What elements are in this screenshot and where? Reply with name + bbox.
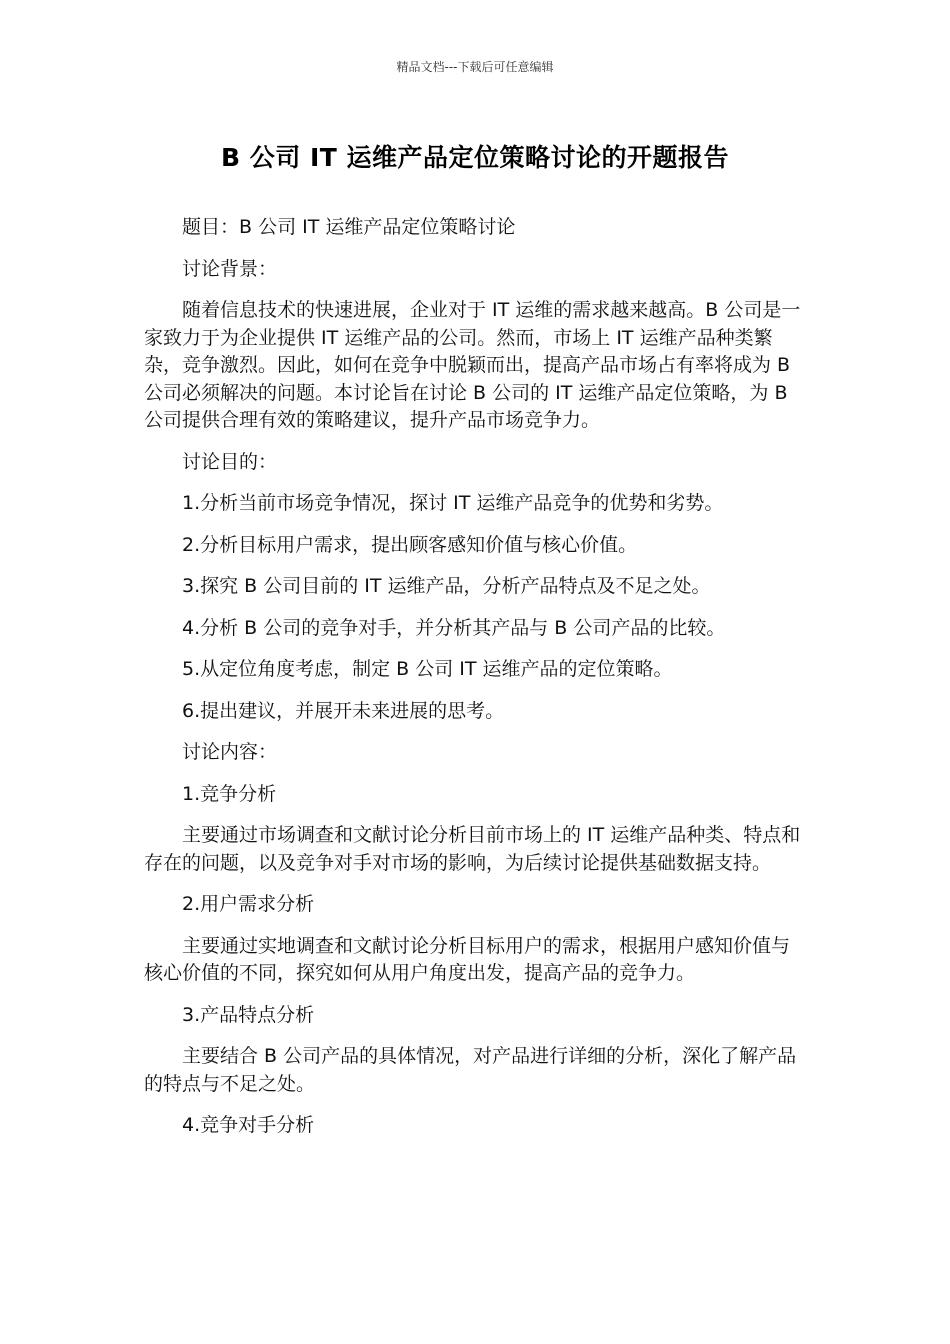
background-paragraph: 随着信息技术的快速进展，企业对于 IT 运维的需求越来越高。B 公司是一家致力于为企业提供 IT 运维产品的公司。然而，市场上 IT 运维产品种类繁杂，竞争激烈。因此，如何在竞争中脱颖而出，提高产品市场占有率将成为 B 公司必须解决的问题。本讨论旨在讨论 B 公司的 IT 运维产品定位策略，为 B 公司提供合理有效的策略建议，提升产品市场竞争力。 — [144, 299, 801, 431]
document-body — [144, 214, 808, 1154]
content-heading-3: 3.产品特点分析 — [182, 1003, 315, 1026]
document-title: B 公司 IT 运维产品定位策略讨论的开题报告 — [220, 143, 730, 172]
content-heading-4: 4.竞争对手分析 — [182, 1114, 315, 1136]
content-paragraph-1: 主要通过市场调查和文献讨论分析目前市场上的 IT 运维产品种类、特点和存在的问题，以及竞争对手对市场的影响，为后续讨论提供基础数据支持。 — [144, 824, 801, 874]
purpose-item-2: 2.分析目标用户需求，提出顾客感知价值与核心价值。 — [182, 533, 638, 556]
section-heading-content: 讨论内容： — [182, 741, 278, 763]
purpose-item-3: 3.探究 B 公司目前的 IT 运维产品，分析产品特点及不足之处。 — [182, 575, 711, 597]
content-heading-2: 2.用户需求分析 — [182, 893, 315, 915]
purpose-item-4: 4.分析 B 公司的竞争对手，并分析其产品与 B 公司产品的比较。 — [182, 616, 726, 639]
subject-line: 题目：B 公司 IT 运维产品定位策略讨论 — [182, 216, 516, 238]
section-heading-background: 讨论背景： — [182, 257, 278, 280]
content-paragraph-3: 主要结合 B 公司产品的具体情况，对产品进行详细的分析，深化了解产品的特点与不足之处。 — [144, 1045, 797, 1095]
purpose-item-5: 5.从定位角度考虑，制定 B 公司 IT 运维产品的定位策略。 — [182, 658, 673, 680]
purpose-item-1: 1.分析当前市场竞争情况，探讨 IT 运维产品竞争的优势和劣势。 — [182, 492, 724, 514]
section-heading-purpose: 讨论目的： — [182, 450, 278, 473]
content-paragraph-2: 主要通过实地调查和文献讨论分析目标用户的需求，根据用户感知价值与核心价值的不同，探究如何从用户角度出发，提高产品的竞争力。 — [144, 934, 791, 984]
page-header-note: 精品文档---下载后可任意编辑 — [396, 60, 554, 74]
purpose-item-6: 6.提出建议，并展开未来进展的思考。 — [182, 699, 505, 722]
content-heading-1: 1.竞争分析 — [182, 782, 277, 805]
